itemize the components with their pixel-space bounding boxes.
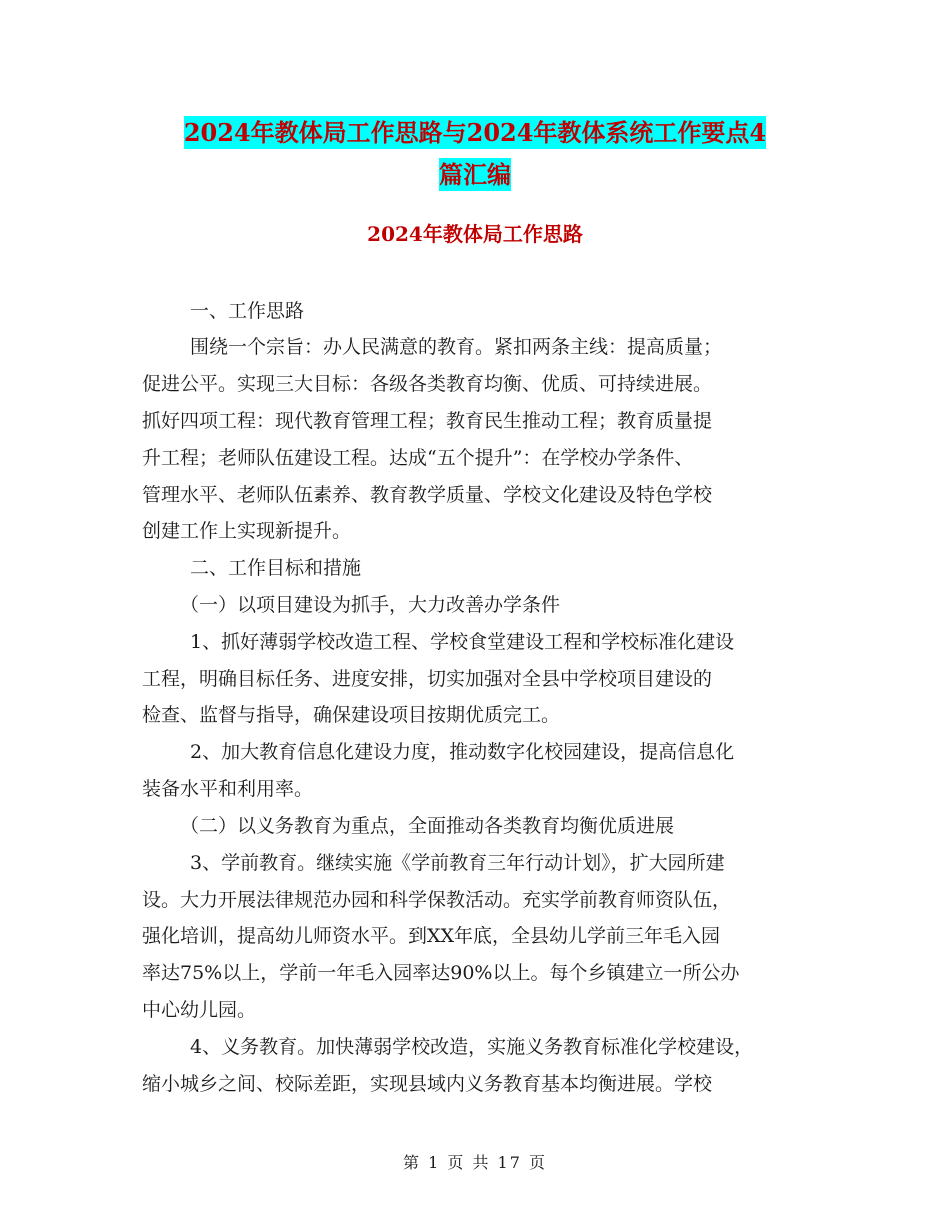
paragraph-line: 1、抓好薄弱学校改造工程、学校食堂建设工程和学校标准化建设 (190, 631, 735, 653)
paragraph-line: 创建工作上实现新提升。 (142, 520, 352, 542)
document-title-text-1: 2024年教体局工作思路与2024年教体系统工作要点4 (183, 118, 767, 147)
subheading-compulsory-education: （二）以义务教育为重点，全面推动各类教育均衡优质进展 (180, 815, 675, 837)
paragraph-line: 促进公平。实现三大目标：各级各类教育均衡、优质、可持续进展。 (142, 373, 713, 395)
paragraph-line: 升工程；老师队伍建设工程。达成“五个提升”：在学校办学条件、 (142, 447, 694, 469)
heading-goals-measures: 二、工作目标和措施 (190, 557, 362, 579)
paragraph-line: 2、加大教育信息化建设力度，推动数字化校园建设，提高信息化 (190, 741, 735, 763)
paragraph-line: 缩小城乡之间、校际差距，实现县域内义务教育基本均衡进展。学校 (142, 1073, 713, 1095)
paragraph-line: 工程，明确目标任务、进度安排，切实加强对全县中学校项目建设的 (142, 668, 713, 690)
paragraph-line: 4、义务教育。加快薄弱学校改造，实施义务教育标准化学校建设， (190, 1036, 754, 1058)
paragraph-line: 率达75%以上，学前一年毛入园率达90%以上。每个乡镇建立一所公办 (142, 962, 740, 984)
document-title-line-1 (140, 110, 810, 156)
paragraph-line: 管理水平、老师队伍素养、教育教学质量、学校文化建设及特色学校 (142, 484, 713, 506)
paragraph-line: 围绕一个宗旨：办人民满意的教育。紧扣两条主线：提高质量； (190, 336, 723, 358)
section-title: 2024年教体局工作思路 (367, 222, 583, 246)
paragraph-line: 设。大力开展法律规范办园和科学保教活动。充实学前教育师资队伍， (142, 889, 732, 911)
paragraph-line: 中心幼儿园。 (142, 999, 257, 1021)
subheading-project-building: （一）以项目建设为抓手，大力改善办学条件 (180, 594, 561, 616)
page-number-footer: 第 1 页 共 17 页 (403, 1153, 547, 1172)
paragraph-line: 装备水平和利用率。 (142, 778, 314, 800)
document-title-text-2: 篇汇编 (439, 160, 511, 189)
paragraph-line: 3、学前教育。继续实施《学前教育三年行动计划》，扩大园所建 (190, 852, 725, 874)
paragraph-line: 抓好四项工程：现代教育管理工程；教育民生推动工程；教育质量提 (142, 410, 713, 432)
paragraph-line: 强化培训，提高幼儿师资水平。到XX年底，全县幼儿学前三年毛入园 (142, 925, 721, 947)
document-title-line-2 (140, 152, 810, 198)
paragraph-line: 检查、监督与指导，确保建设项目按期优质完工。 (142, 704, 561, 726)
heading-work-ideas: 一、工作思路 (190, 300, 305, 322)
